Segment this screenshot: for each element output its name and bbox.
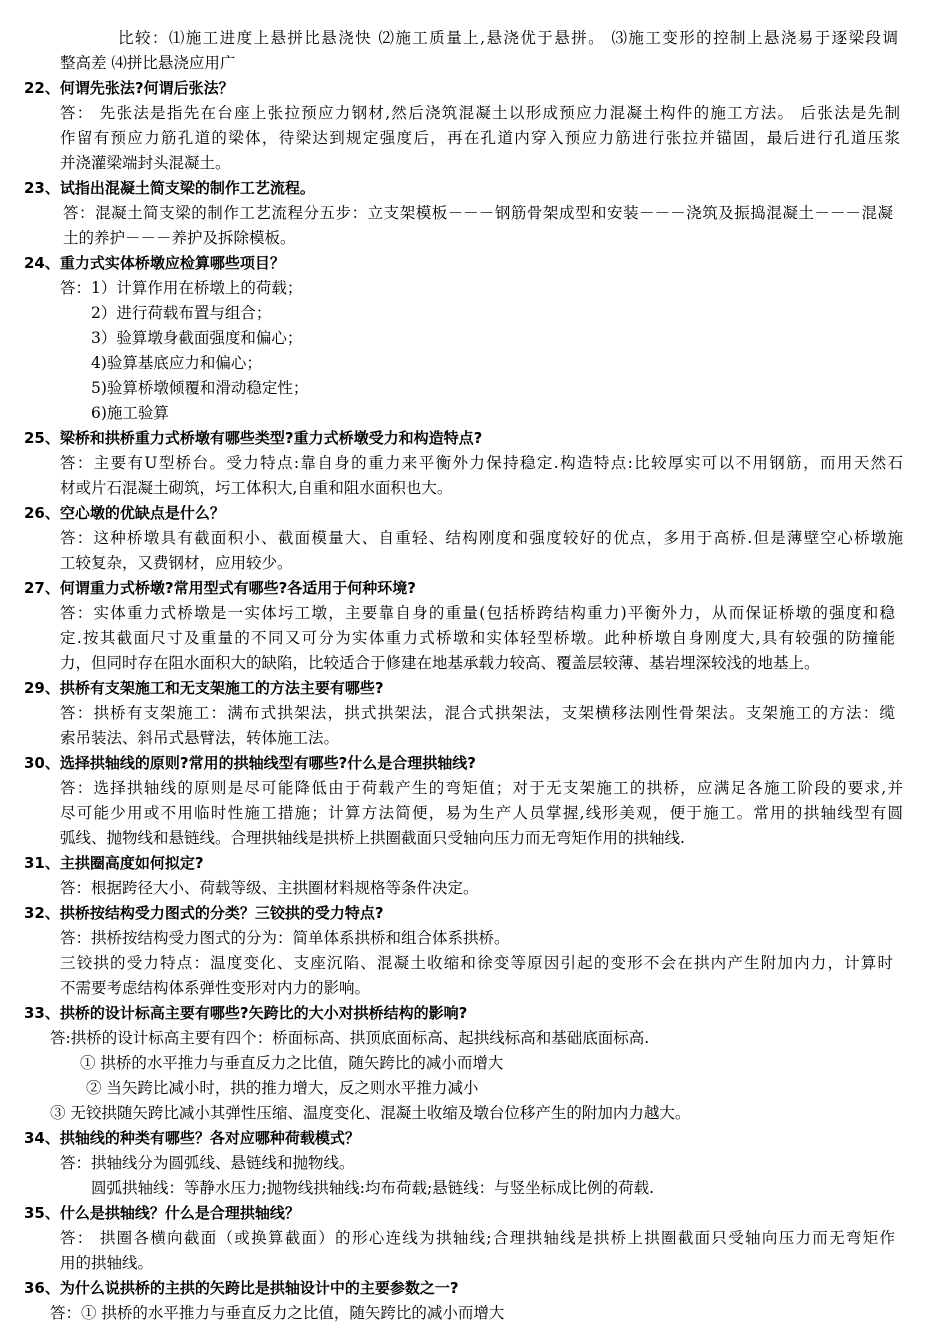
text-line: 答：混凝土简支梁的制作工艺流程分五步：立支架模板－－－钢筋骨架成型和安装－－－浇筑及振捣混凝土－－－混凝 (63, 204, 893, 222)
question-heading: 36、为什么说拱桥的主拱的矢跨比是拱轴设计中的主要参数之一? (24, 1279, 459, 1297)
text-line: 4)验算基底应力和偏心； (91, 354, 262, 372)
question-heading: 32、拱桥按结构受力图式的分类？三铰拱的受力特点? (24, 904, 384, 922)
text-line: 答：1）计算作用在桥墩上的荷载； (60, 279, 303, 297)
question-heading: 27、何谓重力式桥墩?常用型式有哪些?各适用于何种环境? (24, 579, 416, 597)
text-line: ③ 无铰拱随矢跨比减小其弹性压缩、温度变化、混凝土收缩及墩台位移产生的附加内力越大。 (50, 1104, 691, 1122)
text-line: 用的拱轴线。 (60, 1254, 154, 1272)
text-line: 答：选择拱轴线的原则是尽可能降低由于荷载产生的弯矩值；对于无支架施工的拱桥，应满足各施工阶段的要求,并 (60, 779, 903, 797)
text-line: 答：主要有U型桥台。受力特点:靠自身的重力来平衡外力保持稳定.构造特点:比较厚实可以不用钢筋，而用天然石 (60, 454, 903, 472)
text-line: 6)施工验算 (91, 404, 169, 422)
text-line: 3）验算墩身截面强度和偏心； (91, 329, 303, 347)
text-line: 工较复杂，又费钢材，应用较少。 (60, 554, 293, 572)
text-line: ① 拱桥的水平推力与垂直反力之比值，随矢跨比的减小而增大 (80, 1054, 504, 1072)
text-line: 索吊装法、斜吊式悬臂法，转体施工法。 (60, 729, 340, 747)
text-line: 不需要考虑结构体系弹性变形对内力的影响。 (60, 979, 371, 997)
text-line: 答：拱轴线分为圆弧线、悬链线和抛物线。 (60, 1154, 355, 1172)
question-heading: 29、拱桥有支架施工和无支架施工的方法主要有哪些? (24, 679, 384, 697)
text-line: 土的养护－－－养护及拆除模板。 (63, 229, 296, 247)
text-line: 尽可能少用或不用临时性施工措施；计算方法简便，易为生产人员掌握,线形美观，便于施工。常用的拱轴线型有圆 (60, 804, 903, 822)
text-line: 三铰拱的受力特点：温度变化、支座沉陷、混凝土收缩和徐变等原因引起的变形不会在拱内产生附加内力，计算时 (60, 954, 893, 972)
question-heading: 31、主拱圈高度如何拟定? (24, 854, 204, 872)
question-heading: 23、试指出混凝土简支梁的制作工艺流程。 (24, 179, 315, 197)
text-line: 并浇灌梁端封头混凝土。 (60, 154, 231, 172)
text-line: 力，但同时存在阻水面积大的缺陷，比较适合于修建在地基承载力较高、覆盖层较薄、基岩埋深较浅的地基上。 (60, 654, 820, 672)
text-line: 2）进行荷载布置与组合； (91, 304, 272, 322)
text-line: 答：① 拱桥的水平推力与垂直反力之比值，随矢跨比的减小而增大 (50, 1304, 505, 1322)
text-line: 答： 拱圈各横向截面（或换算截面）的形心连线为拱轴线;合理拱轴线是拱桥上拱圈截面只受轴向压力而无弯矩作 (60, 1229, 895, 1247)
question-heading: 34、拱轴线的种类有哪些？各对应哪种荷载模式？ (24, 1129, 360, 1147)
text-line: 答： 先张法是指先在台座上张拉预应力钢材,然后浇筑混凝土以形成预应力混凝土构件的施工方法。 后张法是先制 (60, 104, 900, 122)
text-line: 答：拱桥按结构受力图式的分为：简单体系拱桥和组合体系拱桥。 (60, 929, 510, 947)
text-line: 作留有预应力筋孔道的梁体，待梁达到规定强度后，再在孔道内穿入预应力筋进行张拉并锚固，最后进行孔道压浆 (60, 129, 900, 147)
question-heading: 22、何谓先张法?何谓后张法？ (24, 79, 234, 97)
text-line: 答：这种桥墩具有截面积小、截面模量大、自重轻、结构刚度和强度较好的优点，多用于高桥.但是薄壁空心桥墩施 (60, 529, 903, 547)
text-line: ② 当矢跨比减小时，拱的推力增大，反之则水平推力减小 (86, 1079, 479, 1097)
text-line: 整高差 ⑷拼比悬浇应用广 (60, 54, 236, 72)
text-line: 5)验算桥墩倾覆和滑动稳定性； (91, 379, 309, 397)
text-line: 答:拱桥的设计标高主要有四个：桥面标高、拱顶底面标高、起拱线标高和基础底面标高. (50, 1029, 650, 1047)
question-heading: 30、选择拱轴线的原则?常用的拱轴线型有哪些?什么是合理拱轴线? (24, 754, 476, 772)
text-line: 答：实体重力式桥墩是一实体圬工墩，主要靠自身的重量(包括桥跨结构重力)平衡外力，从而保证桥墩的强度和稳 (60, 604, 895, 622)
question-heading: 33、拱桥的设计标高主要有哪些?矢跨比的大小对拱桥结构的影响? (24, 1004, 468, 1022)
text-line: 比较：⑴施工进度上悬拼比悬浇快 ⑵施工质量上,悬浇优于悬拼。 ⑶施工变形的控制上悬浇易于逐梁段调 (118, 29, 898, 47)
text-line: 答：拱桥有支架施工：满布式拱架法，拱式拱架法，混合式拱架法，支架横移法刚性骨架法。支架施工的方法：缆 (60, 704, 895, 722)
question-heading: 24、重力式实体桥墩应检算哪些项目？ (24, 254, 285, 272)
question-heading: 35、什么是拱轴线？什么是合理拱轴线？ (24, 1204, 300, 1222)
question-heading: 25、梁桥和拱桥重力式桥墩有哪些类型?重力式桥墩受力和构造特点? (24, 429, 483, 447)
text-line: 圆弧拱轴线：等静水压力;抛物线拱轴线:均布荷载;悬链线：与竖坐标成比例的荷载. (91, 1179, 655, 1197)
question-heading: 26、空心墩的优缺点是什么？ (24, 504, 225, 522)
text-line: 定.按其截面尺寸及重量的不同又可分为实体重力式桥墩和实体轻型桥墩。此种桥墩自身刚度大,具有较强的防撞能 (60, 629, 895, 647)
text-line: 弧线、抛物线和悬链线。合理拱轴线是拱桥上拱圈截面只受轴向压力而无弯矩作用的拱轴线. (60, 829, 685, 847)
text-line: 材或片石混凝土砌筑，圬工体积大,自重和阻水面积也大。 (60, 479, 453, 497)
text-line: 答：根据跨径大小、荷载等级、主拱圈材料规格等条件决定。 (60, 879, 479, 897)
